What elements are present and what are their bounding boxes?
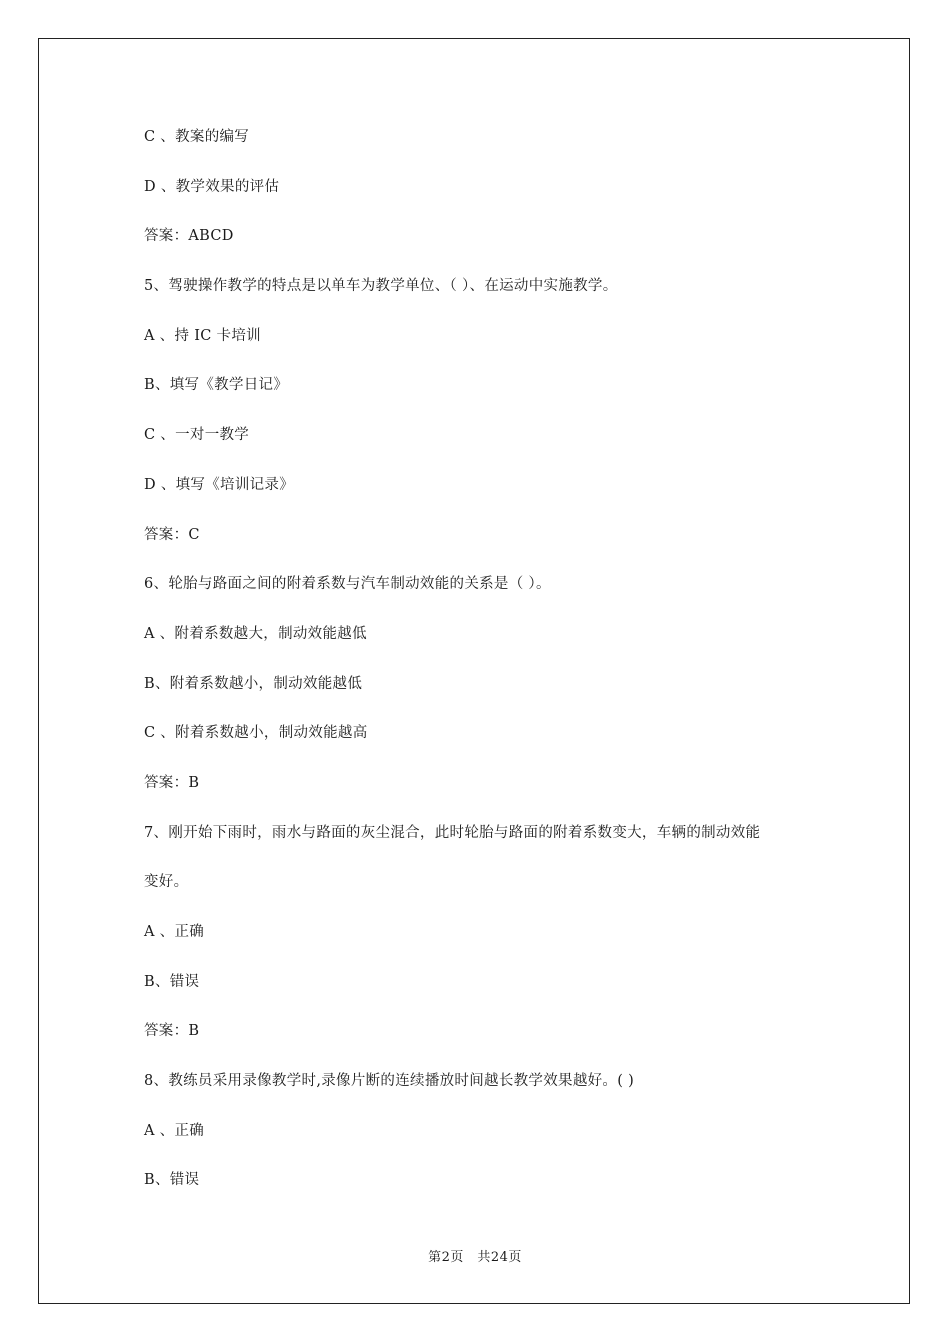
- question-8: 8、教练员采用录像教学时,录像片断的连续播放时间越长教学效果越好。( ): [144, 1073, 635, 1090]
- option-c-q5: C 、一对一教学: [144, 427, 250, 444]
- option-a-q6: A 、附着系数越大，制动效能越低: [144, 625, 367, 642]
- answer-q4: 答案：ABCD: [144, 228, 234, 245]
- answer-q6: 答案：B: [144, 774, 200, 791]
- question-7-line-2: 变好。: [144, 874, 189, 891]
- option-d-q4: D 、教学效果的评估: [144, 178, 280, 195]
- question-7-line-1: 7、刚开始下雨时，雨水与路面的灰尘混合，此时轮胎与路面的附着系数变大，车辆的制动效能: [144, 824, 761, 841]
- option-c-q6: C 、附着系数越小，制动效能越高: [144, 725, 368, 742]
- answer-q5: 答案：C: [144, 526, 200, 543]
- answer-q7: 答案：B: [144, 1023, 200, 1040]
- page-number-footer: 第2页 共24页: [428, 1250, 522, 1265]
- question-6: 6、轮胎与路面之间的附着系数与汽车制动效能的关系是（ ）。: [144, 576, 551, 593]
- option-a-q5: A 、持 IC 卡培训: [144, 327, 261, 344]
- question-5: 5、驾驶操作教学的特点是以单车为教学单位、（ ）、在运动中实施教学。: [144, 278, 618, 295]
- option-d-q5: D 、填写《培训记录》: [144, 476, 295, 493]
- option-c-q4: C 、教案的编写: [144, 129, 250, 145]
- option-a-q7: A 、正确: [144, 924, 205, 940]
- document-body: [144, 127, 824, 1220]
- option-b-q6: B、附着系数越小，制动效能越低: [144, 675, 363, 692]
- option-b-q8: B、错误: [144, 1172, 200, 1189]
- option-b-q7: B、错误: [144, 973, 200, 990]
- option-a-q8: A 、正确: [144, 1122, 205, 1139]
- option-b-q5: B、填写《教学日记》: [144, 377, 289, 394]
